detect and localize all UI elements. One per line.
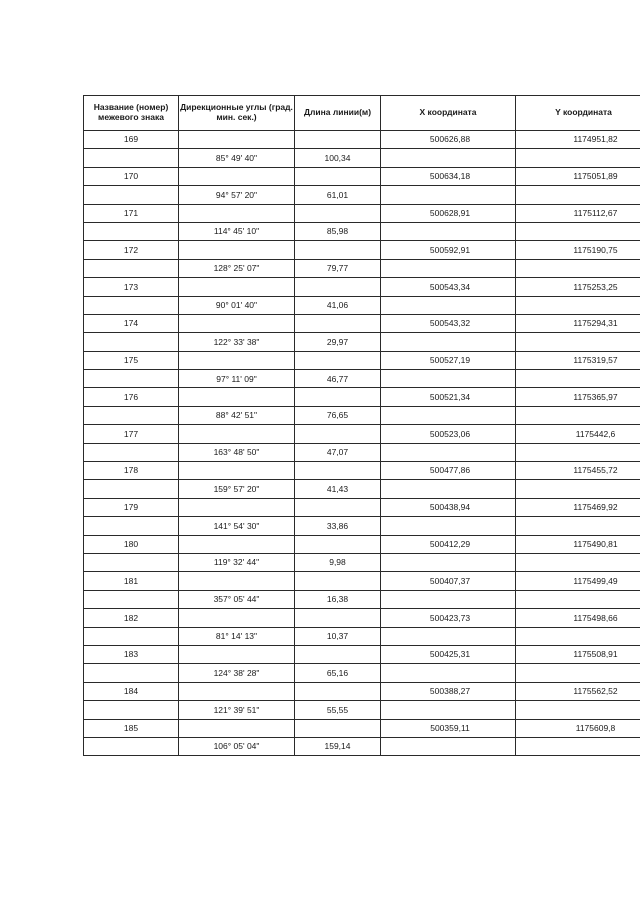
cell-line-length (295, 701, 381, 719)
cell-x-coordinate (381, 222, 516, 240)
cell-line-length (295, 388, 381, 406)
cell-x-coordinate-text: 500543,34 (429, 281, 471, 292)
cell-y-coordinate (516, 645, 640, 663)
cell-y-coordinate-text: 1175609,8 (575, 722, 616, 733)
cell-y-coordinate-text: 1175319,57 (573, 355, 618, 366)
cell-y-coordinate (516, 406, 640, 424)
cell-x-coordinate-text: 500438,94 (429, 502, 471, 513)
cell-direction-angle (179, 370, 295, 388)
cell-line-length (295, 406, 381, 424)
cell-line-length-text: 9,98 (329, 557, 346, 568)
cell-x-coordinate-text: 500423,73 (429, 612, 471, 623)
cell-y-coordinate (516, 627, 640, 645)
cell-x-coordinate (381, 517, 516, 535)
cell-line-length (295, 480, 381, 498)
cell-direction-angle (179, 645, 295, 663)
cell-line-length-text: 16,38 (326, 594, 349, 605)
table-row (84, 645, 640, 663)
table-row (84, 186, 640, 204)
cell-line-length-text: 29,97 (326, 336, 349, 347)
cell-mark-name (84, 719, 179, 737)
cell-y-coordinate (516, 425, 640, 443)
cell-direction-angle-text: 122° 33' 38" (213, 336, 260, 347)
cell-direction-angle (179, 664, 295, 682)
cell-direction-angle (179, 590, 295, 608)
cell-direction-angle (179, 480, 295, 498)
cell-x-coordinate (381, 370, 516, 388)
cell-y-coordinate-text: 1175112,67 (573, 208, 618, 218)
cell-mark-name-text: 180 (123, 539, 139, 550)
cell-y-coordinate-text: 1175469,92 (573, 502, 618, 513)
cell-direction-angle (179, 259, 295, 277)
cell-mark-name (84, 406, 179, 424)
table-row (84, 222, 640, 240)
cell-mark-name (84, 553, 179, 571)
cell-x-coordinate-text: 500359,11 (430, 722, 470, 733)
table-row (84, 627, 640, 645)
table-row (84, 149, 640, 167)
cell-direction-angle (179, 222, 295, 240)
cell-mark-name (84, 425, 179, 443)
cell-y-coordinate (516, 590, 640, 608)
cell-mark-name-text: 183 (123, 649, 139, 660)
cell-direction-angle-text: 119° 32' 44" (213, 557, 260, 568)
cell-direction-angle (179, 627, 295, 645)
table-row (84, 737, 640, 755)
cell-line-length (295, 222, 381, 240)
cell-line-length (295, 278, 381, 296)
cell-line-length (295, 719, 381, 737)
cell-mark-name (84, 222, 179, 240)
cell-mark-name (84, 572, 179, 590)
cell-x-coordinate (381, 590, 516, 608)
cell-y-coordinate (516, 517, 640, 535)
cell-direction-angle (179, 131, 295, 149)
cell-mark-name (84, 314, 179, 332)
cell-direction-angle-text: 81° 14' 13" (215, 630, 258, 641)
cell-direction-angle (179, 443, 295, 461)
cell-direction-angle-text: 141° 54' 30" (213, 520, 260, 531)
cell-mark-name (84, 480, 179, 498)
cell-direction-angle-text: 94° 57' 20" (215, 189, 258, 200)
cell-y-coordinate (516, 388, 640, 406)
cell-direction-angle-text: 90° 01' 40" (215, 299, 258, 310)
cell-x-coordinate-text: 500592,91 (429, 244, 471, 255)
table-row (84, 388, 640, 406)
table-row (84, 204, 640, 222)
cell-x-coordinate (381, 609, 516, 627)
cell-direction-angle (179, 406, 295, 424)
cell-y-coordinate (516, 204, 640, 222)
cell-mark-name-text: 170 (123, 171, 139, 182)
cell-direction-angle (179, 462, 295, 480)
table-row (84, 443, 640, 461)
cell-line-length-text: 79,77 (326, 263, 349, 274)
cell-mark-name (84, 664, 179, 682)
cell-x-coordinate (381, 186, 516, 204)
cell-x-coordinate (381, 682, 516, 700)
cell-direction-angle (179, 719, 295, 737)
table-row (84, 296, 640, 314)
cell-x-coordinate-text: 500388,27 (429, 686, 471, 697)
cell-mark-name (84, 333, 179, 351)
cell-y-coordinate (516, 186, 640, 204)
cell-mark-name-text: 184 (123, 686, 139, 697)
cell-line-length (295, 682, 381, 700)
cell-mark-name (84, 627, 179, 645)
table-row (84, 278, 640, 296)
cell-direction-angle (179, 241, 295, 259)
cell-direction-angle (179, 609, 295, 627)
cell-mark-name (84, 462, 179, 480)
cell-line-length (295, 609, 381, 627)
table-row (84, 590, 640, 608)
table-row (84, 498, 640, 516)
cell-x-coordinate (381, 333, 516, 351)
cell-y-coordinate-text: 1174951,82 (573, 134, 618, 145)
cell-y-coordinate (516, 149, 640, 167)
cell-y-coordinate (516, 370, 640, 388)
cell-mark-name-text: 173 (123, 281, 139, 292)
cell-x-coordinate (381, 480, 516, 498)
cell-mark-name (84, 241, 179, 259)
cell-mark-name (84, 590, 179, 608)
cell-line-length (295, 333, 381, 351)
cell-mark-name-text: 175 (123, 355, 139, 366)
cell-y-coordinate (516, 296, 640, 314)
cell-y-coordinate (516, 480, 640, 498)
cell-x-coordinate-text: 500412,29 (429, 539, 471, 550)
cell-x-coordinate (381, 351, 516, 369)
table-header-row (84, 96, 640, 131)
table-row (84, 425, 640, 443)
cell-direction-angle-text: 97° 11' 09" (216, 373, 257, 384)
table-row (84, 406, 640, 424)
cell-mark-name (84, 370, 179, 388)
cell-line-length-text: 85,98 (326, 226, 349, 237)
cell-y-coordinate (516, 351, 640, 369)
cell-x-coordinate (381, 443, 516, 461)
table-row (84, 682, 640, 700)
cell-y-coordinate (516, 682, 640, 700)
table-row (84, 701, 640, 719)
cell-mark-name (84, 204, 179, 222)
cell-y-coordinate (516, 609, 640, 627)
cell-line-length (295, 737, 381, 755)
cell-y-coordinate (516, 535, 640, 553)
cell-line-length (295, 351, 381, 369)
cell-x-coordinate (381, 167, 516, 185)
cell-direction-angle (179, 498, 295, 516)
cell-line-length (295, 425, 381, 443)
cell-mark-name-text: 181 (123, 575, 139, 586)
table-row (84, 535, 640, 553)
cell-y-coordinate (516, 259, 640, 277)
cell-mark-name (84, 645, 179, 663)
cell-y-coordinate-text: 1175253,25 (573, 281, 618, 292)
cell-y-coordinate (516, 719, 640, 737)
cell-direction-angle-text: 124° 38' 28" (213, 667, 260, 678)
cell-mark-name-text: 182 (123, 612, 139, 623)
cell-x-coordinate-text: 500626,88 (429, 134, 471, 145)
cell-x-coordinate (381, 259, 516, 277)
cell-line-length (295, 241, 381, 259)
cell-line-length (295, 204, 381, 222)
cell-x-coordinate (381, 498, 516, 516)
boundary-coordinates-table (83, 95, 640, 756)
cell-y-coordinate (516, 737, 640, 755)
cell-y-coordinate (516, 278, 640, 296)
cell-mark-name-text: 172 (123, 244, 139, 255)
cell-direction-angle (179, 278, 295, 296)
table-row (84, 719, 640, 737)
cell-line-length (295, 572, 381, 590)
cell-direction-angle-text: 357° 05' 44" (213, 594, 260, 605)
table-row (84, 351, 640, 369)
cell-x-coordinate (381, 388, 516, 406)
cell-mark-name (84, 535, 179, 553)
cell-y-coordinate-text: 1175455,72 (573, 465, 618, 476)
cell-direction-angle (179, 682, 295, 700)
cell-mark-name (84, 186, 179, 204)
cell-x-coordinate (381, 131, 516, 149)
cell-line-length (295, 627, 381, 645)
cell-line-length-text: 55,55 (326, 704, 349, 715)
table-row (84, 572, 640, 590)
cell-x-coordinate (381, 462, 516, 480)
cell-x-coordinate (381, 241, 516, 259)
cell-line-length (295, 645, 381, 663)
cell-direction-angle (179, 314, 295, 332)
cell-line-length (295, 517, 381, 535)
table-row (84, 609, 640, 627)
cell-y-coordinate-text: 1175190,75 (573, 244, 618, 255)
cell-line-length (295, 664, 381, 682)
cell-y-coordinate (516, 462, 640, 480)
cell-mark-name-text: 179 (123, 502, 139, 513)
cell-direction-angle (179, 572, 295, 590)
coordinates-table-container (83, 95, 640, 756)
cell-line-length-text: 47,07 (326, 447, 349, 458)
cell-x-coordinate (381, 627, 516, 645)
cell-y-coordinate-text: 1175490,81 (573, 539, 618, 550)
table-row (84, 333, 640, 351)
cell-mark-name-text: 176 (123, 391, 139, 402)
cell-line-length-text: 10,37 (326, 630, 349, 641)
cell-direction-angle-text: 114° 45' 10" (213, 226, 260, 237)
cell-mark-name (84, 388, 179, 406)
cell-line-length (295, 590, 381, 608)
header-direction-angle: Дирекционные углы (град. мин. сек.) (179, 96, 295, 131)
cell-mark-name-text: 177 (123, 428, 139, 439)
cell-y-coordinate (516, 498, 640, 516)
cell-direction-angle-text: 106° 05' 04" (213, 741, 260, 752)
cell-direction-angle (179, 186, 295, 204)
cell-line-length (295, 296, 381, 314)
cell-line-length-text: 159,14 (324, 741, 351, 752)
cell-x-coordinate (381, 278, 516, 296)
cell-mark-name-text: 185 (123, 722, 139, 733)
cell-mark-name (84, 701, 179, 719)
cell-line-length (295, 186, 381, 204)
cell-y-coordinate-text: 1175294,31 (573, 318, 618, 329)
header-x-coordinate: X координата (381, 96, 516, 131)
cell-direction-angle (179, 701, 295, 719)
cell-mark-name (84, 351, 179, 369)
cell-x-coordinate (381, 535, 516, 553)
cell-x-coordinate (381, 149, 516, 167)
cell-y-coordinate (516, 241, 640, 259)
cell-line-length-text: 65,16 (326, 667, 349, 678)
cell-line-length-text: 76,65 (326, 410, 349, 421)
cell-x-coordinate (381, 737, 516, 755)
cell-direction-angle-text: 128° 25' 07" (213, 263, 260, 274)
header-mark-name: Название (номер) межевого знака (84, 96, 179, 131)
cell-mark-name (84, 517, 179, 535)
cell-y-coordinate (516, 443, 640, 461)
cell-direction-angle-text: 163° 48' 50" (213, 447, 260, 458)
cell-x-coordinate-text: 500527,19 (429, 355, 471, 366)
cell-line-length (295, 553, 381, 571)
cell-x-coordinate-text: 500477,86 (429, 465, 471, 476)
cell-direction-angle (179, 737, 295, 755)
cell-mark-name (84, 682, 179, 700)
cell-y-coordinate (516, 553, 640, 571)
cell-direction-angle (179, 204, 295, 222)
cell-line-length (295, 314, 381, 332)
cell-x-coordinate-text: 500628,91 (429, 208, 471, 218)
cell-x-coordinate-text: 500407,37 (429, 575, 471, 586)
cell-direction-angle-text: 159° 57' 20" (213, 483, 260, 494)
cell-line-length-text: 46,77 (326, 373, 349, 384)
cell-x-coordinate (381, 664, 516, 682)
table-row (84, 241, 640, 259)
cell-y-coordinate-text: 1175562,52 (573, 686, 618, 697)
cell-line-length (295, 443, 381, 461)
cell-y-coordinate-text: 1175051,89 (573, 171, 618, 182)
cell-direction-angle-text: 88° 42' 51" (215, 410, 258, 421)
cell-x-coordinate-text: 500543,32 (429, 318, 471, 329)
cell-line-length-text: 33,86 (326, 520, 349, 531)
cell-mark-name (84, 296, 179, 314)
cell-direction-angle (179, 388, 295, 406)
cell-direction-angle (179, 333, 295, 351)
cell-y-coordinate (516, 664, 640, 682)
table-row (84, 131, 640, 149)
cell-x-coordinate-text: 500523,06 (429, 428, 471, 439)
cell-x-coordinate (381, 296, 516, 314)
cell-line-length (295, 498, 381, 516)
table-row (84, 517, 640, 535)
table-body (84, 131, 640, 756)
cell-y-coordinate (516, 314, 640, 332)
cell-x-coordinate-text: 500425,31 (429, 649, 471, 660)
cell-y-coordinate-text: 1175508,91 (573, 649, 618, 660)
cell-x-coordinate (381, 701, 516, 719)
cell-line-length (295, 370, 381, 388)
cell-x-coordinate (381, 425, 516, 443)
cell-direction-angle (179, 517, 295, 535)
cell-y-coordinate (516, 131, 640, 149)
cell-mark-name (84, 498, 179, 516)
cell-direction-angle (179, 425, 295, 443)
cell-y-coordinate-text: 1175442,6 (575, 428, 616, 439)
cell-y-coordinate (516, 701, 640, 719)
cell-line-length (295, 259, 381, 277)
cell-mark-name (84, 259, 179, 277)
cell-mark-name-text: 171 (123, 208, 139, 218)
cell-direction-angle-text: 121° 39' 51" (213, 704, 260, 715)
cell-x-coordinate (381, 314, 516, 332)
cell-mark-name (84, 609, 179, 627)
cell-x-coordinate (381, 406, 516, 424)
cell-mark-name (84, 149, 179, 167)
table-row (84, 314, 640, 332)
cell-line-length (295, 462, 381, 480)
cell-line-length (295, 131, 381, 149)
cell-x-coordinate (381, 553, 516, 571)
table-row (84, 480, 640, 498)
cell-direction-angle-text: 85° 49' 40" (215, 152, 258, 163)
header-line-length: Длина линии(м) (295, 96, 381, 131)
cell-mark-name (84, 737, 179, 755)
cell-direction-angle (179, 553, 295, 571)
cell-mark-name (84, 167, 179, 185)
cell-direction-angle (179, 351, 295, 369)
cell-mark-name (84, 278, 179, 296)
cell-line-length-text: 61,01 (326, 189, 349, 200)
cell-x-coordinate (381, 572, 516, 590)
cell-line-length (295, 535, 381, 553)
cell-line-length (295, 149, 381, 167)
cell-mark-name-text: 169 (123, 134, 139, 145)
cell-x-coordinate-text: 500634,18 (429, 171, 471, 182)
table-row (84, 167, 640, 185)
header-y-coordinate: Y координата (516, 96, 640, 131)
cell-line-length (295, 167, 381, 185)
cell-direction-angle (179, 149, 295, 167)
cell-direction-angle (179, 296, 295, 314)
table-row (84, 462, 640, 480)
cell-mark-name (84, 443, 179, 461)
cell-y-coordinate (516, 167, 640, 185)
table-row (84, 664, 640, 682)
cell-x-coordinate-text: 500521,34 (429, 391, 471, 402)
cell-mark-name-text: 178 (123, 465, 139, 476)
table-row (84, 259, 640, 277)
cell-mark-name-text: 174 (123, 318, 139, 329)
cell-y-coordinate-text: 1175499,49 (573, 575, 618, 586)
cell-direction-angle (179, 167, 295, 185)
cell-x-coordinate (381, 645, 516, 663)
cell-line-length-text: 41,43 (326, 483, 349, 494)
cell-line-length-text: 41,06 (326, 299, 349, 310)
cell-x-coordinate (381, 204, 516, 222)
table-row (84, 370, 640, 388)
cell-y-coordinate-text: 1175365,97 (573, 391, 618, 402)
cell-direction-angle (179, 535, 295, 553)
cell-line-length-text: 100,34 (324, 152, 351, 163)
cell-x-coordinate (381, 719, 516, 737)
cell-y-coordinate (516, 333, 640, 351)
table-row (84, 553, 640, 571)
cell-y-coordinate (516, 572, 640, 590)
cell-y-coordinate (516, 222, 640, 240)
cell-y-coordinate-text: 1175498,66 (573, 612, 618, 623)
cell-mark-name (84, 131, 179, 149)
